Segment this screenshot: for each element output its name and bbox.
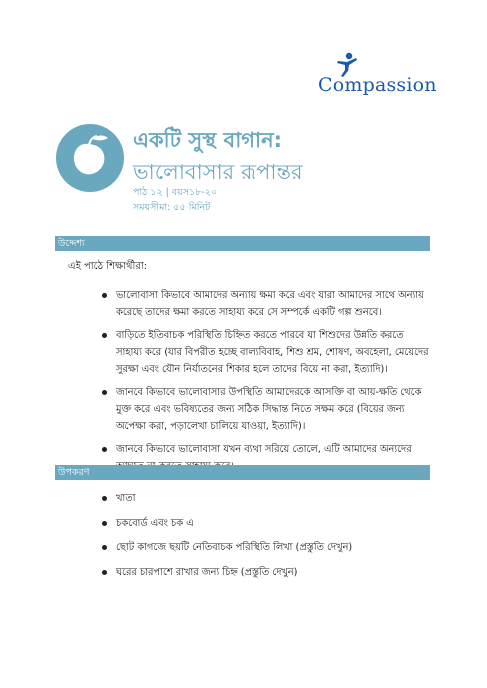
lesson-subtitle: ভালোবাসার রূপান্তর [133, 160, 303, 184]
material-text: ঘরের চারপাশে রাখার জন্য চিহ্ন (প্রস্তুতি দেখুন) [116, 566, 298, 578]
list-item [102, 287, 432, 321]
materials-list [102, 490, 432, 588]
lesson-title: একটি সুস্থ বাগান: [133, 128, 283, 152]
objectives-list [102, 287, 432, 481]
materials-heading: উপকরণ [55, 465, 430, 480]
list-item [102, 384, 432, 435]
list-item [102, 327, 432, 378]
material-text: ছোট কাগজে ছয়টি নেতিবাচক পরিস্থিতি লিখা (প্রস্তুতি দেখুন) [116, 542, 353, 553]
compassion-logo [318, 52, 437, 102]
material-text: চকবোর্ড এবং চক এ [116, 517, 194, 529]
bullet-icon [102, 545, 107, 550]
material-text: খাতা [116, 493, 136, 504]
lesson-info: পাঠ ১২ | বয়স১৮-২০ [133, 187, 218, 198]
lesson-duration: সময়সীমা: ৫৫ মিনিট [133, 202, 211, 213]
list-item [102, 539, 432, 556]
objective-text: বাড়িতে ইতিবাচক পরিস্থিতি চিহ্নিত করতে পারবে যা শিশুদের উন্নতি করতে সাহায্য করে (যার বিপরীত হচ্ছে বাল্যবিবাহ, শিশু শ্রম, শোষণ, অবহেলা, মেয়েদের সুরক্ষা এবং যৌন নির্যাতনের শিকার হলে তাদের বিয়ে না করা, ইত্যাদি)। [116, 330, 429, 375]
bullet-icon [102, 390, 107, 395]
logo-wordmark: Compassion [318, 74, 437, 96]
bullet-icon [102, 570, 107, 575]
bullet-icon [102, 447, 107, 452]
objective-text: ভালোবাসা কিভাবে আমাদের অন্যায় ক্ষমা করে এবং যারা আমাদের সাথে অন্যায় করেছে তাদের ক্ষমা করতে সাহায্য করে সে সম্পর্কে একটি গল্প শুনবে। [116, 290, 424, 318]
objective-text: জানবে কিভাবে ভালোবাসা যখন ব্যথা সরিয়ে তোলে, এটি আমাদের অন্যদের [116, 444, 412, 455]
objective-text: জানবে কিভাবে ভালোবাসার উপস্থিতি আমাদেরকে আসক্তি বা আয়-ক্ষতি থেকে মুক্ত করে এবং ভবিষ্যতের জন্য সঠিক সিদ্ধান্ত নিতে সক্ষম করে (বিয়ের জন্য অপেক্ষা করা, পড়ালেখা চালিয়ে যাওয়া, ইত্যাদি)। [116, 387, 422, 432]
lesson-emblem [56, 124, 124, 192]
bullet-icon [102, 293, 107, 298]
list-item [102, 564, 432, 581]
mango-icon [56, 124, 124, 192]
bullet-icon [102, 333, 107, 338]
list-item [102, 490, 432, 507]
bullet-icon [102, 521, 107, 526]
objectives-heading: উদ্দেশ্য [55, 236, 430, 251]
bullet-icon [102, 496, 107, 501]
list-item [102, 515, 432, 532]
objectives-intro: এই পাঠে শিক্ষার্থীরা: [68, 261, 148, 272]
